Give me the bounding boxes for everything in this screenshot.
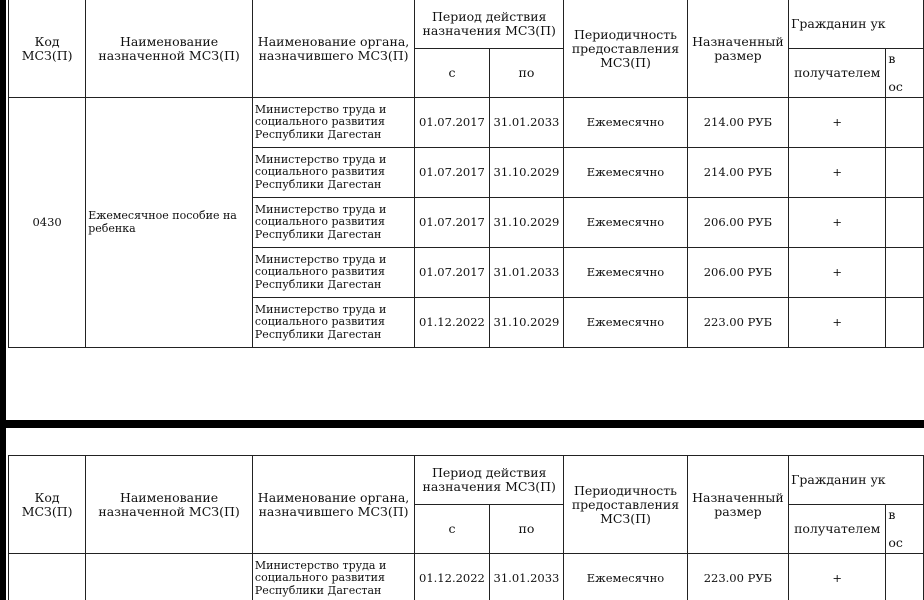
header-organ: Наименование органа, назначившего МСЗ(П): [252, 456, 414, 554]
benefit-name: [86, 554, 253, 600]
table-row: [9, 98, 924, 148]
basis-cell: [886, 198, 924, 248]
date-to-cell: 31.01.2033: [489, 98, 564, 148]
page-edge-shadow: [0, 0, 6, 420]
header-citizen: Гражданин ук: [789, 0, 924, 49]
page-edge-shadow: [0, 428, 6, 600]
organ-cell: Министерство труда и социального развития Республики Дагестан: [252, 248, 414, 298]
date-to-cell: 31.10.2029: [489, 198, 564, 248]
date-to-cell: 31.10.2029: [489, 148, 564, 198]
header-period: Период действия назначения МСЗ(П): [415, 0, 564, 49]
header-benefit-name: Наименование назначенной МСЗ(П): [86, 0, 253, 98]
recipient-cell: +: [789, 98, 886, 148]
frequency-cell: Ежемесячно: [564, 148, 688, 198]
organ-cell: Министерство труда и социального развития Республики Дагестан: [252, 98, 414, 148]
page-separator: [0, 420, 924, 428]
date-from-cell: 01.07.2017: [415, 98, 490, 148]
benefit-code: [9, 554, 86, 600]
header-period-to: по: [489, 49, 564, 98]
header-benefit-name: Наименование назначенной МСЗ(П): [86, 456, 253, 554]
header-code: Код МСЗ(П): [9, 456, 86, 554]
basis-cell: [886, 554, 924, 600]
document-page-2: [0, 428, 924, 600]
date-to-cell: 31.10.2029: [489, 298, 564, 348]
header-recipient: получателем: [789, 505, 886, 554]
header-frequency: Периодичность предоставления МСЗ(П): [564, 456, 688, 554]
header-organ: Наименование органа, назначившего МСЗ(П): [252, 0, 414, 98]
frequency-cell: Ежемесячно: [564, 554, 688, 600]
header-period-to: по: [489, 505, 564, 554]
basis-cell: [886, 248, 924, 298]
header-amount: Назначенный размер: [687, 0, 788, 98]
header-period-from: с: [415, 505, 490, 554]
date-to-cell: 31.01.2033: [489, 554, 564, 600]
amount-cell: 214.00 РУБ: [687, 148, 788, 198]
frequency-cell: Ежемесячно: [564, 248, 688, 298]
frequency-cell: Ежемесячно: [564, 298, 688, 348]
basis-cell: [886, 148, 924, 198]
recipient-cell: +: [789, 148, 886, 198]
header-frequency: Периодичность предоставления МСЗ(П): [564, 0, 688, 98]
frequency-cell: Ежемесячно: [564, 98, 688, 148]
header-basis: в ос: [886, 49, 924, 98]
benefit-name: Ежемесячное пособие на ребенка: [86, 98, 253, 348]
header-citizen: Гражданин ук: [789, 456, 924, 505]
header-period-from: с: [415, 49, 490, 98]
organ-cell: Министерство труда и социального развития Республики Дагестан: [252, 148, 414, 198]
recipient-cell: +: [789, 298, 886, 348]
benefits-table-2: [8, 455, 924, 600]
header-recipient: получателем: [789, 49, 886, 98]
amount-cell: 223.00 РУБ: [687, 298, 788, 348]
amount-cell: 206.00 РУБ: [687, 198, 788, 248]
amount-cell: 214.00 РУБ: [687, 98, 788, 148]
header-period: Период действия назначения МСЗ(П): [415, 456, 564, 505]
organ-cell: Министерство труда и социального развития Республики Дагестан: [252, 554, 414, 600]
amount-cell: 206.00 РУБ: [687, 248, 788, 298]
date-from-cell: 01.12.2022: [415, 554, 490, 600]
date-to-cell: 31.01.2033: [489, 248, 564, 298]
date-from-cell: 01.07.2017: [415, 148, 490, 198]
recipient-cell: +: [789, 198, 886, 248]
benefits-table-1: [8, 0, 924, 348]
organ-cell: Министерство труда и социального развития Республики Дагестан: [252, 198, 414, 248]
date-from-cell: 01.12.2022: [415, 298, 490, 348]
benefit-code: 0430: [9, 98, 86, 348]
header-amount: Назначенный размер: [687, 456, 788, 554]
recipient-cell: +: [789, 248, 886, 298]
table-row: [9, 554, 924, 600]
basis-cell: [886, 98, 924, 148]
basis-cell: [886, 298, 924, 348]
organ-cell: Министерство труда и социального развития Республики Дагестан: [252, 298, 414, 348]
date-from-cell: 01.07.2017: [415, 248, 490, 298]
frequency-cell: Ежемесячно: [564, 198, 688, 248]
header-code: Код МСЗ(П): [9, 0, 86, 98]
header-basis: в ос: [886, 505, 924, 554]
recipient-cell: +: [789, 554, 886, 600]
date-from-cell: 01.07.2017: [415, 198, 490, 248]
amount-cell: 223.00 РУБ: [687, 554, 788, 600]
